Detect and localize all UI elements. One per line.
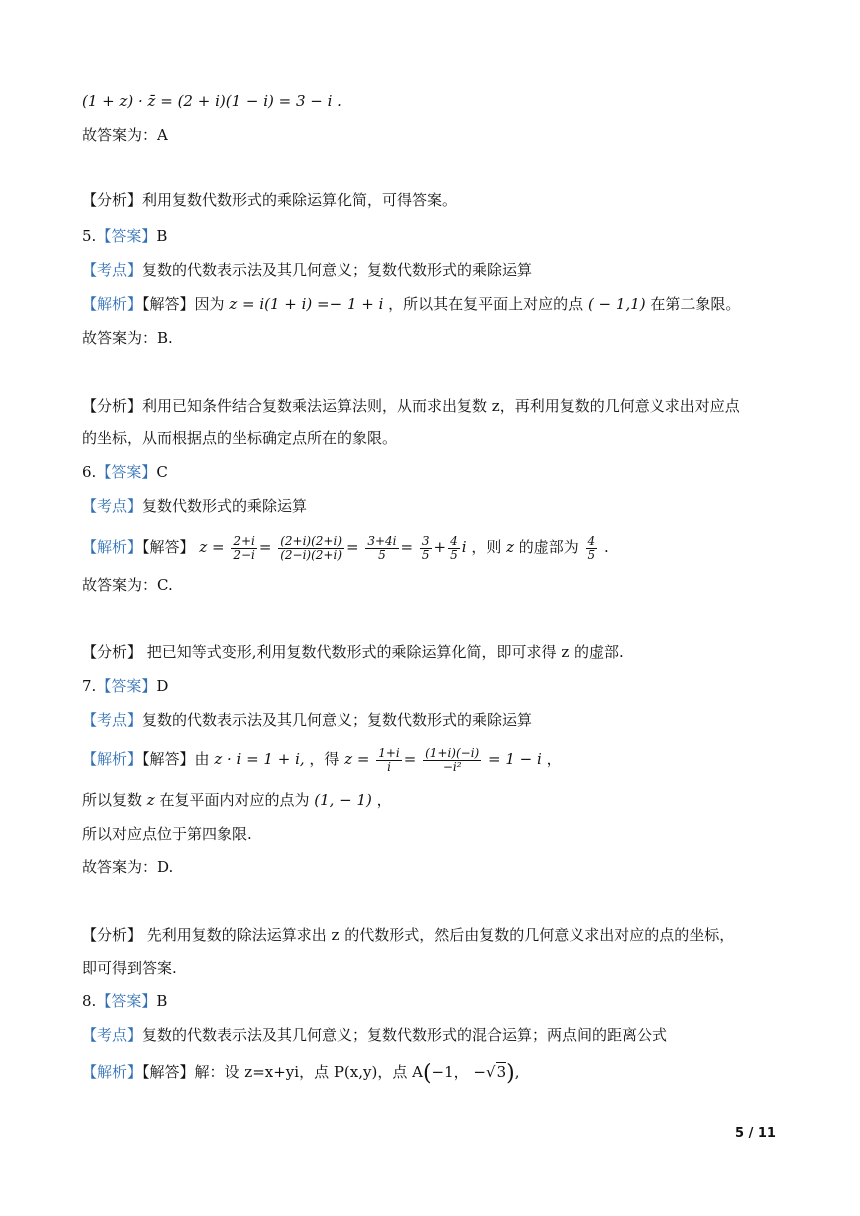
q5-answer: 5.【答案】B — [82, 227, 168, 245]
q7-final: 故答案为：D. — [82, 858, 174, 876]
q5-final: 故答案为：B. — [82, 329, 173, 347]
solution-tag: 【解析】 — [82, 538, 143, 556]
answer-line: 故答案为：A — [82, 126, 168, 144]
solution-tag: 【解析】 — [82, 750, 143, 768]
knowledge-tag: 【考点】 — [82, 711, 143, 729]
knowledge-tag: 【考点】 — [82, 261, 143, 279]
q8-knowledge: 【考点】复数的代数表示法及其几何意义；复数代数形式的混合运算；两点间的距离公式 — [82, 1026, 668, 1044]
answer-tag: 【答案】 — [96, 227, 157, 245]
q5-solution: 【解析】【解答】因为 z = i(1 + i) =− 1 + i ，所以其在复平面上对应的点 ( − 1,1) 在第二象限。 — [82, 295, 741, 313]
fraction: $\frac{1+i}{i}$ — [378, 745, 400, 774]
q6-solution: 【解析】【解答】 z = $\frac{2+i}{2-i}$ = $\frac{(2+i)(2+i)}{(2-i)(2+i)}$ = $\frac{3+4i}{5}$ = $\frac{3}{5}$ + $\frac{4}{5}$ i ，则 z 的虚部为 $\frac{4}{5}$ . — [82, 533, 609, 562]
fraction: $\frac{2+i}{2-i}$ — [233, 533, 255, 562]
answer-tag: 【答案】 — [96, 463, 157, 481]
analysis-line: 【分析】利用复数代数形式的乘除运算化简，可得答案。 — [82, 191, 458, 209]
fraction: $\frac{4}{5}$ — [450, 533, 458, 562]
fraction: $\frac{(2+i)(2+i)}{(2-i)(2+i)}$ — [280, 533, 342, 562]
q6-final: 故答案为：C. — [82, 576, 173, 594]
q5-knowledge: 【考点】复数的代数表示法及其几何意义；复数代数形式的乘除运算 — [82, 261, 533, 279]
q6-knowledge: 【考点】复数代数形式的乘除运算 — [82, 497, 308, 515]
q7-analysis-2: 即可得到答案. — [82, 959, 177, 977]
solution-tag: 【解析】 — [82, 1063, 143, 1081]
q7-point: 所以复数 z 在复平面内对应的点为 (1, − 1) ， — [82, 791, 392, 809]
q8-solution: 【解析】【解答】解：设 z=x+yi，点 P(x,y)，点 A(−1， −√3), — [82, 1061, 520, 1086]
q5-analysis: 【分析】利用已知条件结合复数乘法运算法则，从而求出复数 z，再利用复数的几何意义求出对应点 — [82, 397, 740, 415]
q7-answer: 7.【答案】D — [82, 677, 169, 695]
answer-tag: 【答案】 — [96, 992, 157, 1010]
q7-analysis: 【分析】 先利用复数的除法运算求出 z 的代数形式，然后由复数的几何意义求出对应的点的坐标， — [82, 926, 735, 944]
equation-line — [82, 91, 342, 111]
equation: (1 + z) · z̄ = (2 + i)(1 − i) = 3 − i . — [82, 92, 342, 110]
answer-tag: 【答案】 — [96, 677, 157, 695]
q8-answer: 8.【答案】B — [82, 992, 168, 1010]
q5-analysis-2: 的坐标，从而根据点的坐标确定点所在的象限。 — [82, 429, 398, 447]
q7-knowledge: 【考点】复数的代数表示法及其几何意义；复数代数形式的乘除运算 — [82, 711, 533, 729]
page-number: 5 / 11 — [735, 1126, 776, 1141]
q6-analysis: 【分析】 把已知等式变形,利用复数代数形式的乘除运算化简，即可求得 z 的虚部. — [82, 643, 624, 661]
knowledge-tag: 【考点】 — [82, 497, 143, 515]
fraction: $\frac{3}{5}$ — [421, 533, 430, 562]
fraction: $\frac{4}{5}$ — [587, 533, 596, 562]
solution-tag: 【解析】 — [82, 295, 143, 313]
q7-quadrant: 所以对应点位于第四象限. — [82, 825, 252, 843]
q7-solution: 【解析】【解答】由 z · i = 1 + i, ，得 z = $\frac{1+i}{i}$ = $\frac{(1+i)(-i)}{\text{−i²}}$ = 1 − i ， — [82, 745, 562, 774]
q6-answer: 6.【答案】C — [82, 463, 168, 481]
fraction: $\frac{3+4i}{5}$ — [367, 533, 397, 562]
knowledge-tag: 【考点】 — [82, 1026, 143, 1044]
fraction: $\frac{(1+i)(-i)}{\text{−i²}}$ — [425, 745, 480, 774]
